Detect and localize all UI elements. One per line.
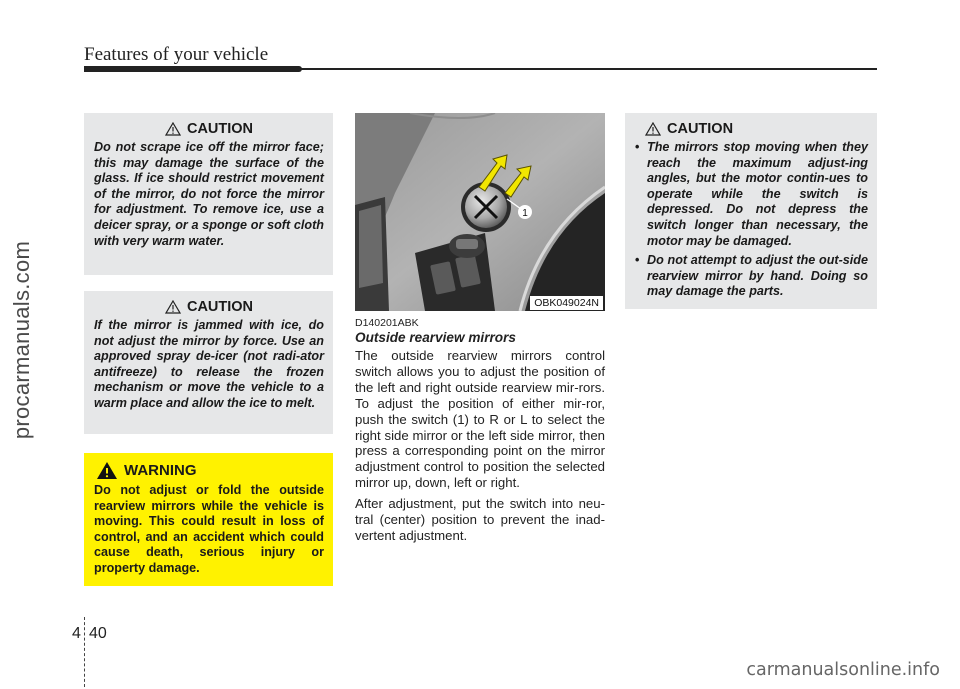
section-body (355, 348, 605, 549)
caution-triangle-icon (645, 122, 661, 136)
caution-bullet: • Do not attempt to adjust the out-side rearview mirror by hand. Doing so may damage the parts. (635, 253, 868, 300)
caution-text: Do not scrape ice off the mirror face; this may damage the surface of the glass. If ice should restrict movement of the mirror, do not force the mirror for adjustment. To remove ice, use a deicer spray, or a sponge or soft cloth with very warm water. (94, 140, 324, 248)
caution-box-jammed-mirror (84, 291, 333, 434)
header-rule (84, 68, 877, 70)
footer-watermark: carmanualsonline.info (746, 660, 940, 680)
warning-heading-label: WARNING (124, 462, 197, 479)
warning-heading (94, 461, 324, 480)
mirror-control-illustration (355, 113, 605, 311)
footer-chapter-number: 4 (72, 625, 81, 642)
section-title: Outside rearview mirrors (355, 330, 516, 345)
photo-code: OBK049024N (530, 296, 603, 310)
section-code: D140201ABK (355, 317, 419, 329)
caution-bullet-list (635, 140, 868, 300)
caution-box-mirror-motor (625, 113, 877, 309)
caution-heading (94, 121, 324, 137)
caution-heading-label: CAUTION (186, 121, 254, 137)
caution-heading-label: CAUTION (186, 299, 254, 315)
mirror-switch-photo (355, 113, 605, 311)
side-watermark (2, 150, 42, 530)
footer-separator (84, 617, 86, 687)
page-header-title: Features of your vehicle (84, 44, 269, 65)
caution-box-ice-scraping (84, 113, 333, 275)
caution-triangle-icon (165, 122, 181, 136)
caution-heading (94, 299, 324, 315)
warning-text: Do not adjust or fold the outside rearview mirrors while the vehicle is moving. This could result in loss of control, and an accident which could cause death, serious injury or property damage. (94, 483, 324, 575)
warning-triangle-icon (96, 461, 118, 480)
caution-text: If the mirror is jammed with ice, do not adjust the mirror by force. Use an approved spray de-icer (not radi-ator antifreeze) to release the frozen mechanism or move the vehicle to a warm place and allow the ice to melt. (94, 318, 324, 410)
caution-triangle-icon (165, 300, 181, 314)
callout-number: 1 (522, 208, 528, 219)
caution-heading (635, 121, 868, 137)
warning-box-mirror-adjust (84, 453, 333, 586)
caution-bullet: • The mirrors stop moving when they reach the maximum adjust-ing angles, but the motor contin-ues to operate while the switch is depressed. Do not depress the switch longer than necessary, the motor may be damaged. (635, 140, 868, 249)
caution-heading-label: CAUTION (667, 121, 734, 137)
body-paragraph: After adjustment, put the switch into neu-tral (center) position to prevent the inad-vertent adjustment. (355, 496, 605, 543)
side-watermark-text: procarmanuals.com (9, 240, 34, 440)
body-paragraph: The outside rearview mirrors control switch allows you to adjust the position of the left and right outside rearview mir-rors. To adjust the position of either mir-ror, push the switch (1) to R or L to select the right side mirror or the left side mirror, then press a corresponding point on the mirror adjustment control to position the selected mirror up, down, left or right. (355, 348, 605, 491)
footer-page-number: 40 (89, 625, 107, 642)
